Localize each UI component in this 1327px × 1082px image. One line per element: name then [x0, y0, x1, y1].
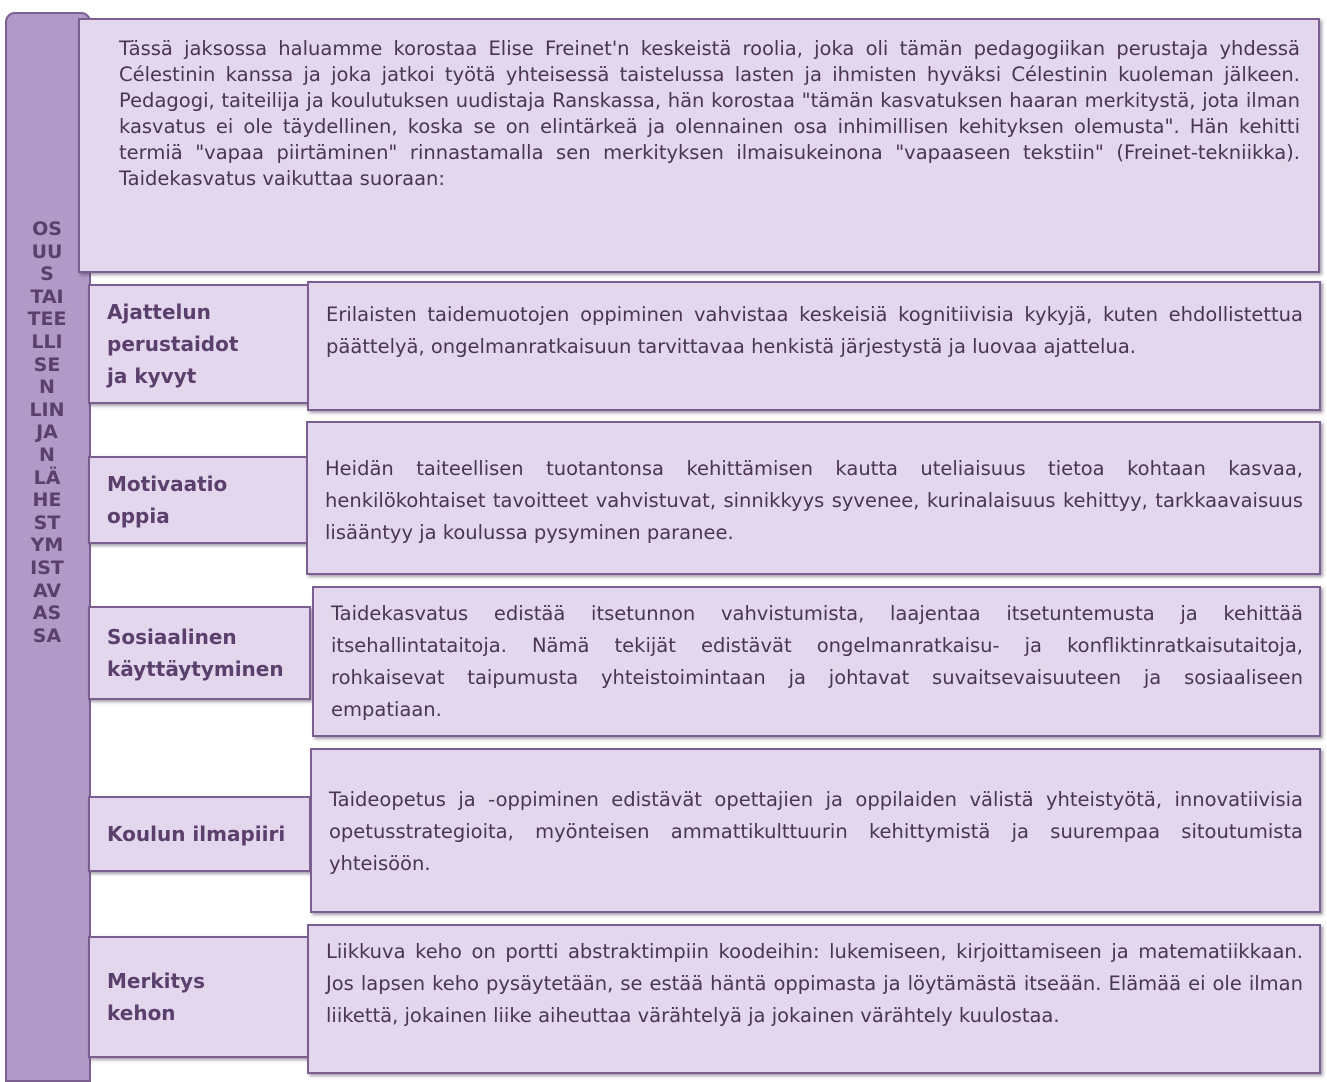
row-text-body-meaning: Liikkuva keho on portti abstraktimpiin koodeihin: lukemiseen, kirjoittamiseen ja matematiikkaan. Jos lapsen keho pysäytetään, se estää häntä oppimasta ja löytämästä itseään. Elämää ei ole ilman liikettä, jokainen liike aiheuttaa värähtelyä ja jokainen värähtely kuulostaa.	[307, 924, 1321, 1074]
row-label-motivation: Motivaatio oppia	[88, 456, 311, 544]
row-text-motivation: Heidän taiteellisen tuotantonsa kehittämisen kautta uteliaisuus tietoa kohtaan kasvaa, henkilökohtaiset tavoitteet vahvistuvat, sinnikkyys syvenee, kurinalaisuus kehittyy, tarkkaavaisuus lisääntyy ja koulussa pysyminen paranee.	[306, 421, 1321, 575]
row-text-school-climate: Taideopetus ja -oppiminen edistävät opettajien ja oppilaiden välistä yhteistyötä, innovatiivisia opetusstrategioita, myönteisen ammattikulttuurin kehittymistä ja suurempaa sitoutumista yhteisöön.	[310, 748, 1321, 913]
intro-box: Tässä jaksossa haluamme korostaa Elise Freinet'n keskeistä roolia, joka oli tämän pedagogiikan perustaja yhdessä Célestinin kanssa ja joka jatkoi työtä yhteisessä taistelussa lasten ja ihmisten hyväksi Célestinin kuoleman jälkeen. Pedagogi, taiteilija ja koulutuksen uudistaja Ranskassa, hän korostaa "tämän kasvatuksen haaran merkitystä, jota ilman kasvatus ei ole täydellinen, koska se on elintärkeä ja olennainen osa inhimillisen kehityksen olemusta". Hän kehitti termiä "vapaa piirtäminen" rinnastamalla sen merkityksen ilmaisukeinona "vapaaseen tekstiin" (Freinet-tekniikka). Taidekasvatus vaikuttaa suoraan:	[78, 18, 1320, 273]
side-label: OS UU S TAI TEE LLI SE N LIN JA N LÄ HE ST YM IST AV AS SA	[27, 218, 67, 647]
row-label-body-meaning: Merkitys kehon	[88, 936, 311, 1058]
row-text-thinking-skills: Erilaisten taidemuotojen oppiminen vahvistaa keskeisiä kognitiivisia kykyjä, kuten ehdollistettua päättelyä, ongelmanratkaisuun tarvittavaa henkistä järjestystä ja luovaa ajattelua.	[307, 281, 1321, 411]
row-label-thinking-skills: Ajattelun perustaidot ja kyvyt	[88, 284, 311, 404]
row-label-social-behavior: Sosiaalinen käyttäytyminen	[88, 606, 311, 700]
row-text-social-behavior: Taidekasvatus edistää itsetunnon vahvistumista, laajentaa itsetuntemusta ja kehittää itsehallintataitoja. Nämä tekijät edistävät ongelmanratkaisu- ja konfliktinratkaisutaitoja, rohkaisevat taipumusta yhteistoimintaan ja johtavat suvaitsevaisuuteen ja sosiaaliseen empatiaan.	[312, 586, 1321, 737]
row-label-school-climate: Koulun ilmapiiri	[88, 796, 311, 872]
